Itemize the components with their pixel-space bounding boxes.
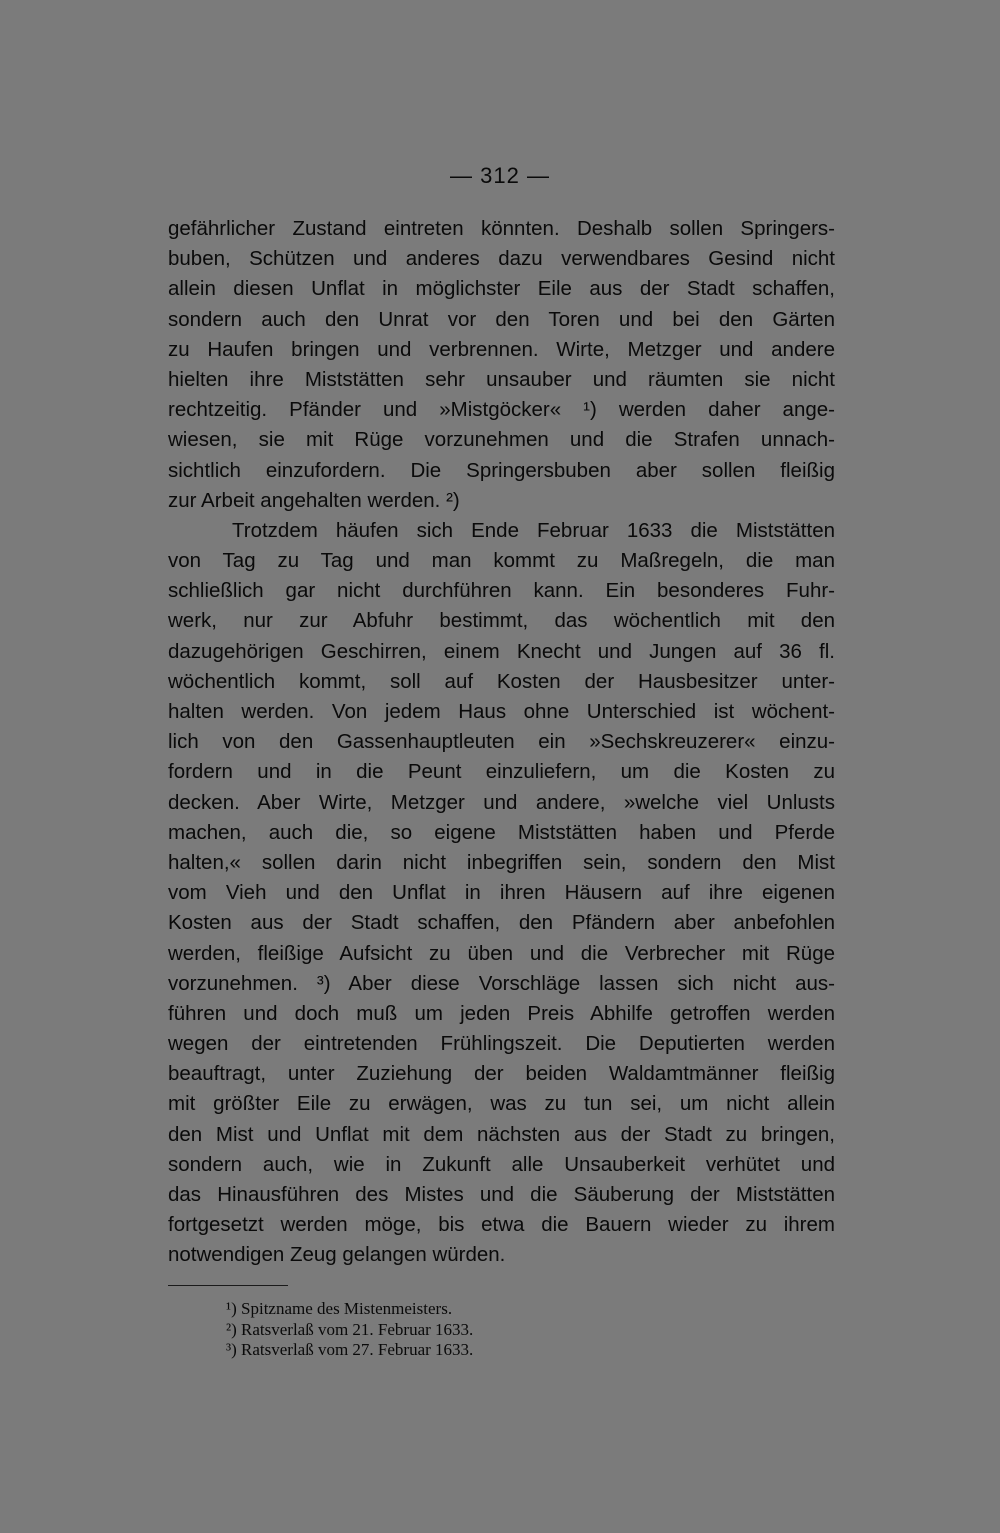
footnotes [226,1299,726,1361]
footnote-text: Ratsverlaß vom 21. Februar 1633. [241,1319,474,1339]
text-line: buben, Schützen und anderes dazu verwendbares Gesind nicht [168,247,835,271]
footnote-mark: ³) [226,1340,237,1359]
text-line: schließlich gar nicht durchführen kann. Ein besonderes Fuhr- [168,579,835,603]
footnote-text: Ratsverlaß vom 27. Februar 1633. [241,1340,474,1359]
text-line: von Tag zu Tag und man kommt zu Maßregeln, die man [168,549,835,573]
text-line: fortgesetzt werden möge, bis etwa die Bauern wieder zu ihrem [168,1213,835,1237]
text-line: gefährlicher Zustand eintreten könnten. Deshalb sollen Springers- [168,217,835,240]
text-line: fordern und in die Peunt einzuliefern, um die Kosten zu [168,760,835,784]
text-line: sondern auch, wie in Zukunft alle Unsauberkeit verhütet und [168,1152,835,1176]
footnote-mark: ²) [226,1319,237,1339]
text-line: den Mist und Unflat mit dem nächsten aus der Stadt zu bringen, [168,1122,835,1146]
text-line: dazugehörigen Geschirren, einem Knecht und Jungen auf 36 fl. [168,639,835,663]
footnote-mark: ¹) [226,1299,237,1318]
text-line: decken. Aber Wirte, Metzger und andere, »welche viel Unlusts [168,790,835,814]
footnote [226,1320,726,1341]
text-line: zur Arbeit angehalten werden. ²) [168,488,460,512]
text-line: beauftragt, unter Zuziehung der beiden Waldamtmänner fleißig [168,1062,835,1086]
text-line: wegen der eintretenden Frühlingszeit. Die Deputierten werden [168,1032,835,1056]
text-line: mit größter Eile zu erwägen, was zu tun sei, um nicht allein [168,1092,835,1116]
text-line: rechtzeitig. Pfänder und »Mistgöcker« ¹) werden daher ange- [168,398,835,422]
text-line: werk, nur zur Abfuhr bestimmt, das wöchentlich mit den [168,609,835,633]
text-line: führen und doch muß um jeden Preis Abhilfe getroffen werden [168,1001,835,1025]
text-line: vorzunehmen. ³) Aber diese Vorschläge lassen sich nicht aus- [168,971,835,995]
text-line: das Hinausführen des Mistes und die Säuberung der Miststätten [168,1183,835,1206]
text-line: machen, auch die, so eigene Miststätten haben und Pferde [168,820,835,844]
text-line: sondern auch den Unrat vor den Toren und bei den Gärten [168,307,835,331]
body-text [168,214,835,1271]
text-line: allein diesen Unflat in möglichster Eile aus der Stadt schaffen, [168,277,835,301]
text-line: zu Haufen bringen und verbrennen. Wirte, Metzger und andere [168,337,835,361]
footnote [226,1340,726,1361]
text-line: werden, fleißige Aufsicht zu üben und die Verbrecher mit Rüge [168,941,835,965]
text-line: halten,« sollen darin nicht inbegriffen sein, sondern den Mist [168,850,835,874]
footnote-text: Spitzname des Mistenmeisters. [241,1299,453,1318]
footnote [226,1299,726,1320]
text-line: hielten ihre Miststätten sehr unsauber und räumten sie nicht [168,367,835,391]
text-line: vom Vieh und den Unflat in ihren Häusern auf ihre eigenen [168,881,835,905]
text-line: sichtlich einzufordern. Die Springersbuben aber sollen fleißig [168,458,835,482]
text-line: Kosten aus der Stadt schaffen, den Pfändern aber anbefohlen [168,911,835,935]
text-line: notwendigen Zeug gelangen würden. [168,1243,506,1267]
text-line: wiesen, sie mit Rüge vorzunehmen und die Strafen unnach- [168,428,835,452]
text-line: lich von den Gassenhauptleuten ein »Sechskreuzerer« einzu- [168,730,835,754]
footnote-divider [168,1285,288,1286]
page-number: — 312 — [450,163,550,188]
text-line: Trotzdem häufen sich Ende Februar 1633 die Miststätten [232,518,835,542]
text-line: wöchentlich kommt, soll auf Kosten der Hausbesitzer unter- [168,669,835,693]
text-line: halten werden. Von jedem Haus ohne Unterschied ist wöchent- [168,700,835,723]
